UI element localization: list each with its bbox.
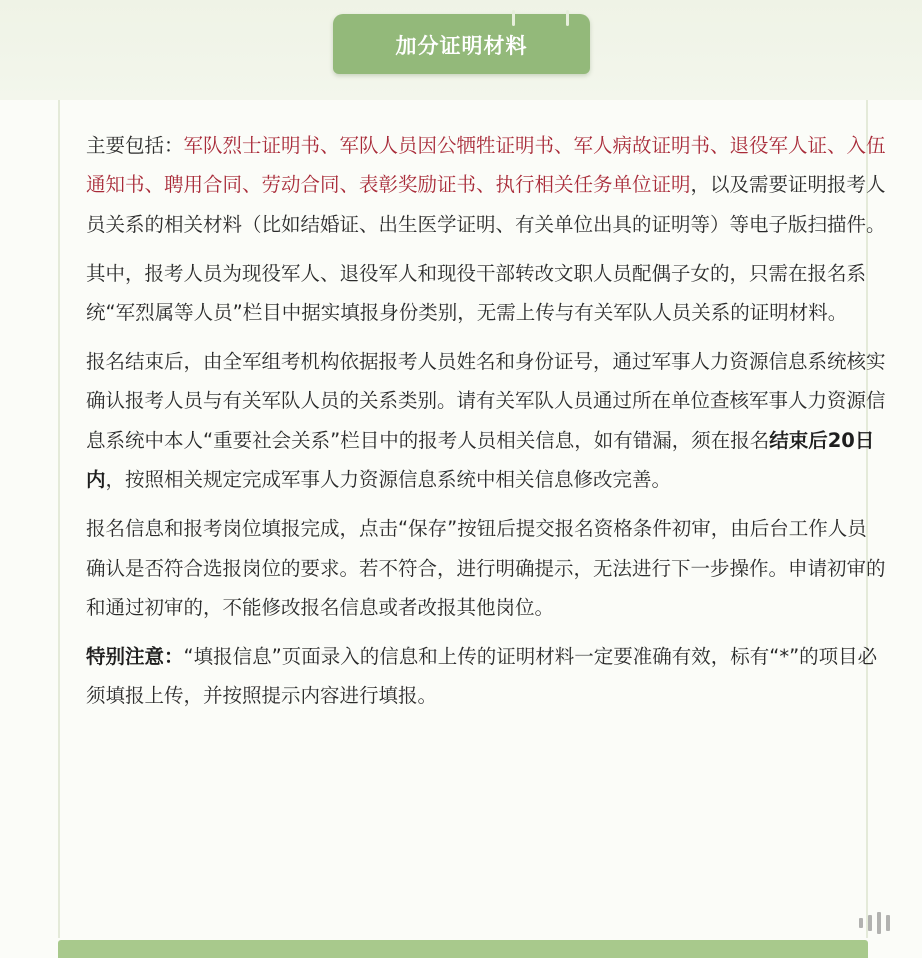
- spouse-children-text: 其中，报考人员为现役军人、退役军人和现役干部转改文职人员配偶子女的，只需在报名系统“军烈属等人员”栏目中据实填报身份类别，无需上传与有关军队人员关系的证明材料。: [86, 261, 867, 325]
- materials-prefix: 主要包括：: [86, 134, 184, 157]
- paragraph-materials: [86, 126, 886, 244]
- verification-deadline: 结束后20日内: [86, 428, 875, 492]
- paragraph-spouse-children: [86, 254, 886, 333]
- paragraph-verification: [86, 342, 886, 500]
- watermark-bars-icon: [859, 912, 890, 934]
- bottom-green-bar: [58, 940, 868, 958]
- document-body: [86, 126, 886, 725]
- section-title: 加分证明材料: [395, 34, 528, 58]
- materials-rest: ，以及需要证明报考人员关系的相关材料（比如结婚证、出生医学证明、有关单位出具的证明等）等电子版扫描件。: [86, 173, 886, 236]
- materials-highlight: 军队烈士证明书、军队人员因公牺牲证明书、军人病故证明书、退役军人证、入伍通知书、聘用合同、劳动合同、表彰奖励证书、执行相关任务单位证明: [86, 134, 886, 197]
- section-title-tab: [333, 14, 590, 74]
- special-note-text: “填报信息”页面录入的信息和上传的证明材料一定要准确有效，标有“*”的项目必须填报上传，并按照提示内容进行填报。: [86, 644, 878, 708]
- verification-before: 报名结束后，由全军组考机构依据报考人员姓名和身份证号，通过军事人力资源信息系统核实确认报考人员与有关军队人员的关系类别。请有关军队人员通过所在单位查核军事人力资源信息系统中本人“重要社会关系”栏目中的报考人员相关信息，如有错漏，须在报名: [86, 350, 886, 452]
- special-note-label: 特别注意：: [86, 644, 184, 668]
- paragraph-special-note: [86, 637, 886, 716]
- verification-after: ，按照相关规定完成军事人力资源信息系统中相关信息修改完善。: [105, 468, 672, 492]
- paragraph-review: [86, 509, 886, 627]
- frame-left-border: [58, 100, 60, 938]
- review-text: 报名信息和报考岗位填报完成，点击“保存”按钮后提交报名资格条件初审，由后台工作人员确认是否符合选报岗位的要求。若不符合，进行明确提示，无法进行下一步操作。申请初审的和通过初审的，不能修改报名信息或者改报其他岗位。: [86, 517, 886, 619]
